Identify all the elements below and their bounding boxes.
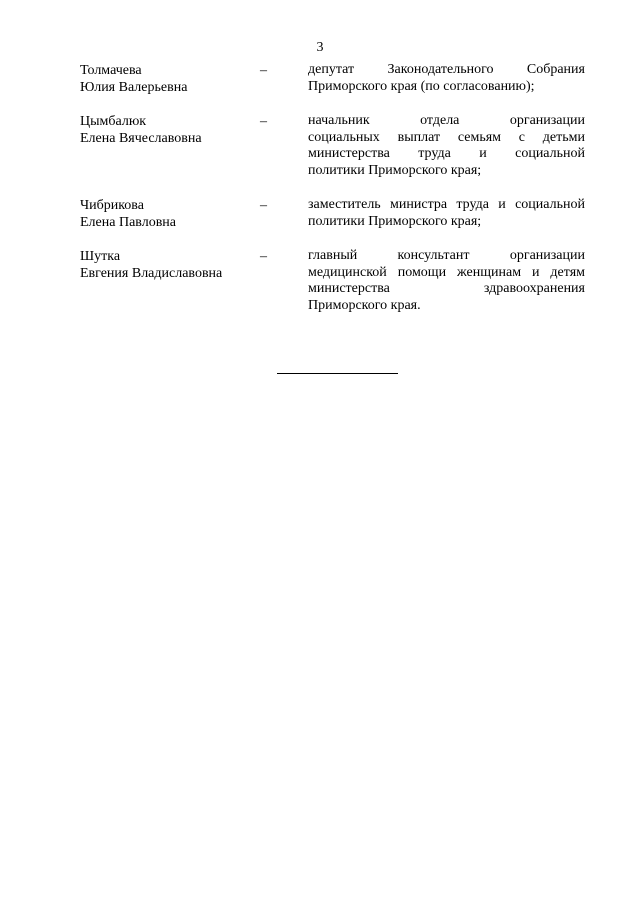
- member-name: [80, 197, 260, 231]
- member-surname: Цымбалюк: [80, 114, 147, 129]
- member-given-name: Елена Павловна: [80, 215, 177, 230]
- member-name: [80, 113, 260, 147]
- member-entry: [80, 62, 585, 95]
- member-given-name: Юлия Валерьевна: [80, 80, 188, 95]
- role-line: политики Приморского края;: [308, 162, 482, 178]
- separator-dash: –: [260, 63, 267, 78]
- member-name: [80, 62, 260, 96]
- member-name: [80, 248, 260, 282]
- separator-dash: –: [260, 249, 267, 264]
- role-line: Приморского края (по согласованию);: [308, 78, 535, 94]
- member-role: [308, 197, 585, 230]
- separator-dash: –: [260, 114, 267, 129]
- member-surname: Толмачева: [80, 63, 142, 78]
- role-line: медицинской помощи женщинам и детям: [308, 264, 585, 280]
- page-number: 3: [316, 40, 324, 55]
- member-surname: Чибрикова: [80, 198, 144, 213]
- member-entry: [80, 113, 585, 179]
- role-line: главный консультант организации: [308, 248, 585, 263]
- member-role: [308, 248, 585, 314]
- member-entry: [80, 248, 585, 314]
- role-line: министерства труда и социальной: [308, 146, 585, 161]
- member-role: [308, 62, 585, 95]
- role-line: Приморского края.: [308, 297, 421, 313]
- role-line: социальных выплат семьям с детьми: [308, 129, 585, 145]
- end-of-document-rule: [277, 373, 398, 374]
- member-list: [80, 62, 585, 332]
- separator-dash: –: [260, 198, 267, 213]
- member-given-name: Елена Вячеславовна: [80, 131, 202, 146]
- member-role: [308, 113, 585, 179]
- role-line: министерства здравоохранения: [308, 281, 585, 296]
- role-line: начальник отдела организации: [308, 113, 585, 128]
- member-given-name: Евгения Владиславовна: [80, 266, 223, 281]
- role-line: заместитель министра труда и социальной: [308, 197, 585, 212]
- role-line: политики Приморского края;: [308, 213, 482, 229]
- member-entry: [80, 197, 585, 230]
- role-line: депутат Законодательного Собрания: [308, 62, 585, 77]
- member-surname: Шутка: [80, 249, 121, 264]
